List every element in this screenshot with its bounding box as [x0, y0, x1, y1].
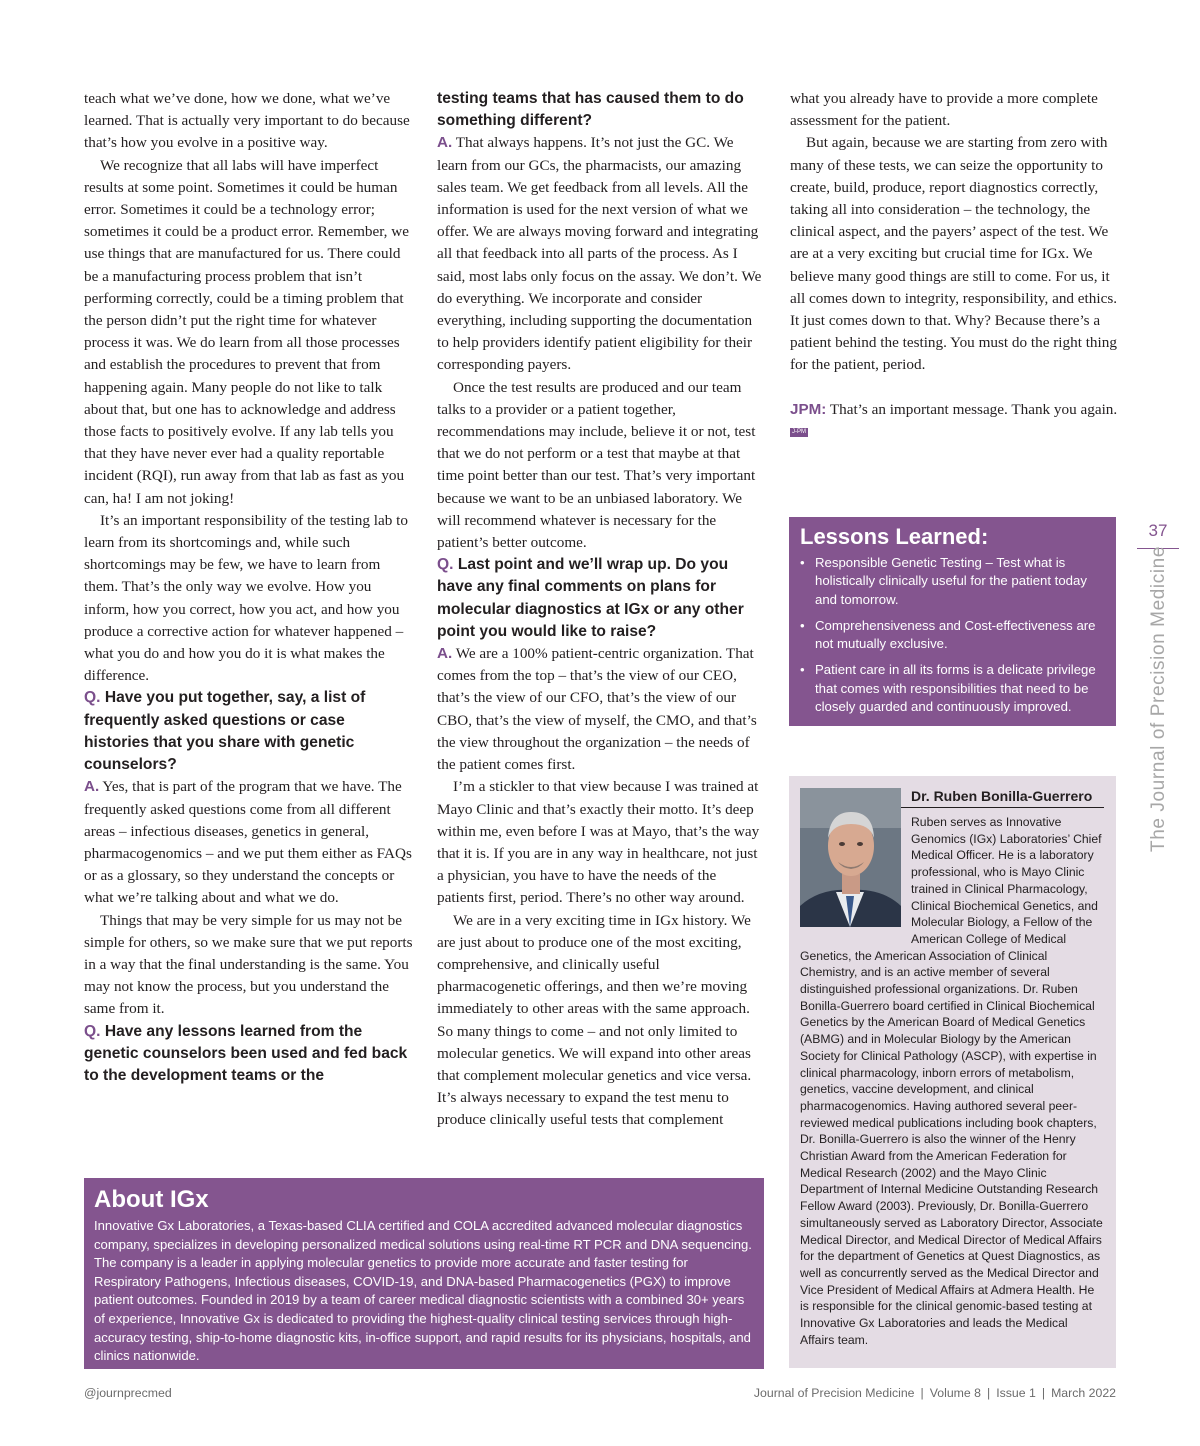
- paragraph: But again, because we are starting from zero with many of these tests, we can seize the opportunity to create, build, produce, report diagnostics correctly, taking all into consideration – the technology, the clinical aspect, and the payers’ aspect of the test. We are at a very exciting but crucial time for IGx. We believe many good things are still to come. For us, it all comes down to integrity, responsibility, and ethics. It just comes down to that. Why? Because there’s a patient behind the testing. You must do the right thing for the patient, period.: [790, 134, 1118, 374]
- question-label: Q.: [84, 1022, 101, 1040]
- answer-text: Yes, that is part of the program that we have. The frequently asked questions come from all different areas – infectious diseases, genetics in general, pharmacogenomics – and we put them either as FAQs or as a glossary, so they understand the concepts or what we’re talking about and what we do.: [84, 778, 412, 907]
- separator: |: [987, 1386, 991, 1400]
- about-title: About IGx: [94, 1186, 209, 1213]
- paragraph: We recognize that all labs will have imperfect results at some point. Sometimes it could be human error. Sometimes it could be a technology error; sometimes it could be a product error. Remember, we use things that are manufactured for us. There could be a manufacturing process problem that isn’t performing correctly, could be a timing problem that the person didn’t put the right time for whatever process it was. We do learn from all those processes and establish the procedures to prevent that from happening again. Many people do not like to talk about that, but one has to acknowledge and address those facts to positively evolve. If any lab tells you that they have never ever had a quality reportable incident (RQI), run away from that lab as fast as you can, ha! I am not joking!: [84, 156, 409, 507]
- paragraph: what you already have to provide a more complete assessment for the patient.: [790, 90, 1098, 130]
- paragraph: teach what we’ve done, how we done, what we’ve learned. That is actually very important to do because that’s how you evolve in a positive way.: [84, 90, 410, 152]
- answer: [437, 643, 767, 776]
- page-margin: [1136, 520, 1180, 850]
- lessons-list: [800, 554, 1104, 716]
- author-photo: [800, 788, 901, 927]
- question: [437, 554, 767, 643]
- paragraph: Once the test results are produced and our team talks to a provider or a patient together, recommendations may include, believe it or not, test that we do not perform or a test that maybe at that time point better than our test. That’s very important because we want to be an unbiased laboratory. We will recommend whatever is necessary for the patient’s better outcome.: [437, 378, 756, 552]
- paragraph: Things that may be very simple for us may not be simple for others, so we make sure that we put reports in a way that the final understanding is the same. You may not know the process, but you understand the same from it.: [84, 911, 413, 1018]
- list-item: • Comprehensiveness and Cost-effectiveness are not mutually exclusive.: [800, 617, 1104, 654]
- end-mark-icon: J-PM: [792, 428, 806, 435]
- footer-volume: Volume 8: [929, 1386, 981, 1400]
- footer-date: March 2022: [1051, 1386, 1116, 1400]
- jpm-text: That’s an important message. Thank you again.: [829, 400, 1118, 418]
- answer: [84, 776, 414, 909]
- author-bio-box: [789, 776, 1116, 1368]
- answer-label: A.: [437, 645, 453, 663]
- closing-remark: [790, 399, 1122, 443]
- separator: |: [920, 1386, 924, 1400]
- question: [84, 687, 414, 776]
- jpm-label: JPM:: [790, 400, 827, 418]
- lessons-learned-box: [789, 517, 1116, 726]
- paragraph: It’s an important responsibility of the testing lab to learn from its shortcomings and, while such shortcomings may be few, we have to learn from them. That’s the only way we evolve. How you inform, how you correct, how you act, and how you produce a corrective action for whatever happened – what you do and how you do it is what makes the difference.: [84, 511, 408, 685]
- author-bio-text: Ruben serves as Innovative Genomics (IGx) Laboratories’ Chief Medical Officer. He is a laboratory professional, who is Mayo Clinic trained in Clinical Pharmacology, Clinical Biochemical Genetics, and Molecular Biology, a Fellow of the American College of Medical Genetics, the American Association of Clinical Chemistry, and is an active member of several distinguished professional organizations. Dr. Ruben Bonilla-Guerrero board certified in Clinical Biochemical Genetics by the American Board of Medical Genetics (ABMG) and in Molecular Biology by the American Society for Clinical Pathology (ASCP), with expertise in clinical pharmacology, inborn errors of metabolism, genetics, vaccine development, and clinical pharmacogenomics. Having authored several peer-reviewed medical publications including book chapters, Dr. Bonilla-Guerrero is also the winner of the Henry Christian Award from the American Federation for Medical Research (2002) and the Mayo Clinic Department of Internal Medicine Outstanding Research Fellow Award (2003). Previously, Dr. Bonilla-Guerrero simultaneously served as Laboratory Director, Associate Medical Director, and Medical Director of Medical Affairs for the department of Genetics at Quest Diagnostics, as well as concurrently served as the Medical Director and Vice President of Medical Affairs at Admera Health. He is responsible for the clinical genomic-based testing at Innovative Gx Laboratories and leads the Medical Affairs team.: [800, 815, 1103, 1347]
- article-column-3: [790, 88, 1122, 443]
- about-igx-box: [84, 1178, 764, 1369]
- question-text: Have you put together, say, a list of frequently asked questions or case histories that you share with genetic counselors?: [84, 689, 366, 774]
- answer-text: That always happens. It’s not just the GC. We learn from our GCs, the pharmacists, our amazing sales team. We get feedback from all levels. All the information is used for the next version of what we offer. We are always moving forward and integrating all that feedback into all parts of the process. As I said, most labs only focus on the assay. We don’t. We do everything. We incorporate and consider everything, including supporting the documentation to help providers identify patient eligibility for their corresponding payers.: [437, 134, 762, 374]
- page-number: 37: [1148, 521, 1168, 540]
- running-title-text: The Journal of Precision Medicine: [1148, 546, 1169, 852]
- author-name: Dr. Ruben Bonilla-Guerrero: [800, 786, 1104, 808]
- about-text: Innovative Gx Laboratories, a Texas-based CLIA certified and COLA accredited advanced molecular diagnostics company, specializes in developing personalized medical solutions using real-time RT PCR and DNA sequencing. The company is a leader in applying molecular genetics to provide more accurate and faster testing for Respiratory Pathogens, Infectious diseases, COVID-19, and DNA-based Pharmacogenetics (PGX) to improve patient outcomes. Founded in 2019 by a team of career medical diagnostic scientists with a combined 30+ years of experience, Innovative Gx is dedicated to providing the highest-quality clinical testing services through high-accuracy testing, ship-to-home diagnostic kits, in-office support, and rapid results for its physicians, hospitals, and clinics nationwide.: [94, 1218, 752, 1364]
- answer-label: A.: [437, 134, 453, 152]
- separator: |: [1041, 1386, 1046, 1400]
- article-column-1: [84, 88, 414, 1087]
- question-label: Q.: [84, 689, 101, 707]
- footer-issue: Issue 1: [996, 1386, 1036, 1400]
- portrait-icon: [800, 788, 901, 927]
- list-item: • Patient care in all its forms is a delicate privilege that comes with responsibilities that need to be closely guarded and continuously improved.: [800, 661, 1104, 716]
- list-item: • Responsible Genetic Testing – Test what is holistically clinically useful for the patient today and tomorrow.: [800, 554, 1104, 609]
- question-label: Q.: [437, 556, 454, 574]
- question: [84, 1021, 414, 1088]
- question-text: Last point and we’ll wrap up. Do you have any final comments on plans for molecular diagnostics at IGx or any other point you would like to raise?: [437, 556, 744, 640]
- paragraph: I’m a stickler to that view because I was trained at Mayo Clinic and that’s exactly their motto. It’s deep within me, even before I was at Mayo, that’s the way that it is. If you are in any way in healthcare, not just a physician, you have to have the needs of the patients first, period. There’s no other way around.: [437, 778, 760, 907]
- footer-journal: Journal of Precision Medicine: [753, 1386, 915, 1400]
- paragraph: We are in a very exciting time in IGx history. We are just about to produce one of the most exciting, comprehensive, and clinically useful pharmacogenetic offerings, and then we’re moving immediately to other areas with the same approach. So many things to come – and not only limited to molecular genetics. We will expand into other areas that complement molecular genetics and vice versa. It’s always necessary to expand the test menu to produce clinically useful tests that complement: [437, 911, 752, 1129]
- answer-label: A.: [84, 778, 100, 796]
- lessons-title: Lessons Learned:: [800, 524, 989, 549]
- answer: [437, 132, 767, 376]
- question-text: Have any lessons learned from the genetic counselors been used and fed back to the development teams or the: [84, 1022, 408, 1084]
- article-column-2: [437, 88, 767, 1132]
- footer-handle: @journprecmed: [84, 1386, 172, 1400]
- running-title: [1146, 546, 1172, 852]
- footer-citation: [754, 1386, 1116, 1400]
- question-continued: testing teams that has caused them to do something different?: [437, 90, 744, 130]
- answer-text: We are a 100% patient-centric organization. That comes from the top – that’s the view of our CEO, that’s the view of our CFO, that’s the view of our CBO, that’s the view of myself, the CMO, and that’s the view throughout the organization – the needs of the patient comes first.: [437, 645, 757, 774]
